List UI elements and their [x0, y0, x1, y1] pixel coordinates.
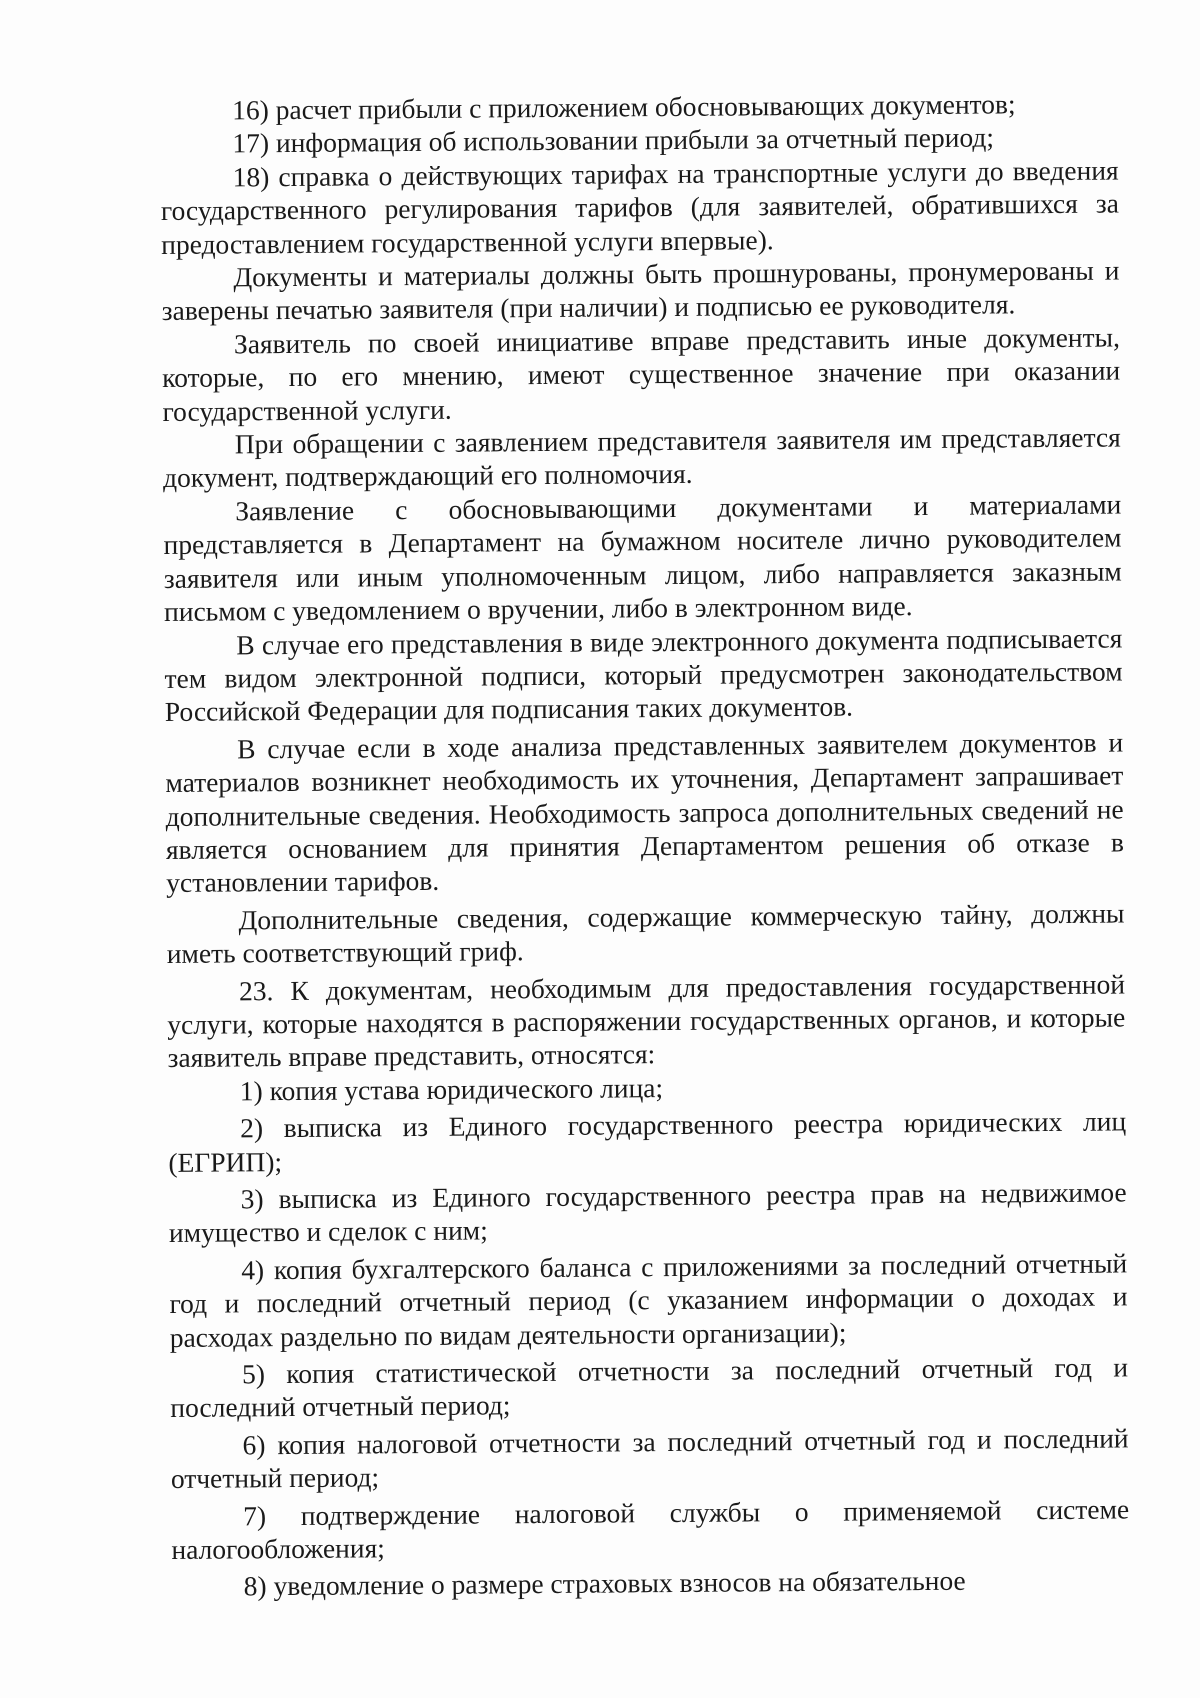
paragraph-submission: Заявление с обосновывающими документами и материалами представляется в Департамент на бумажном носителе лично руководителем заявителя или иным уполномоченным лицом, либо направляется заказным письмом с уведомлением о вручении, либо в электронном виде.: [163, 488, 1122, 628]
document-body: [160, 86, 1130, 1603]
clause-23: 23. К документам, необходимым для предоставления государственной услуги, которые находятся в распоряжении государственных органов, и которые заявитель вправе представить, относятся:: [167, 968, 1126, 1074]
list-item-3: 3) выписка из Единого государственного реестра прав на недвижимое имущество и сделок с ним;: [168, 1176, 1127, 1249]
paragraph-documents-bound: Документы и материалы должны быть прошнурованы, пронумерованы и заверены печатью заявителя (при наличии) и подписью ее руководителя.: [161, 254, 1120, 327]
paragraph-representative: При обращении с заявлением представителя заявителя им представляется документ, подтверждающий его полномочия.: [162, 421, 1121, 494]
paragraph-commercial-secret: Дополнительные сведения, содержащие коммерческую тайну, должны иметь соответствующий гриф.: [166, 897, 1125, 970]
list-item-6: 6) копия налоговой отчетности за последний отчетный год и последний отчетный период;: [170, 1422, 1129, 1495]
list-item-8: 8) уведомление о размере страховых взносов на обязательное: [243, 1565, 966, 1602]
list-item-18: 18) справка о действующих тарифах на транспортные услуги до введения государственного регулирования тарифов (для заявителей, обратившихся за предоставлением государственной услуги впервые).: [160, 154, 1120, 260]
paragraph-electronic-signature: В случае его представления в виде электронного документа подписывается тем видом электронной подписи, который предусмотрен законодательством Российской Федерации для подписания таких документов.: [164, 621, 1123, 728]
list-item-5: 5) копия статистической отчетности за последний отчетный год и последний отчетный период;: [170, 1351, 1129, 1424]
paragraph-additional-request: В случае если в ходе анализа представленных заявителем документов и материалов возникнет необходимость их уточнения, Департамент запрашивает дополнительные сведения. Необходимость запроса дополнительных сведений не является основанием для принятия Департаментом решения об отказе в установлении тарифов.: [165, 726, 1125, 899]
list-item-1: 1) копия устава юридического лица;: [239, 1071, 664, 1107]
list-item-17: 17) информация об использовании прибыли за отчетный период;: [232, 121, 995, 159]
paragraph-other-documents: Заявитель по своей инициативе вправе представить иные документы, которые, по его мнению, имеют существенное значение при оказании государственной услуги.: [162, 321, 1121, 427]
list-item-16: 16) расчет прибыли с приложением обосновывающих документов;: [232, 88, 1016, 126]
list-item-7: 7) подтверждение налоговой службы о применяемой системе налогообложения;: [171, 1493, 1130, 1566]
list-item-4: 4) копия бухгалтерского баланса с приложениями за последний отчетный год и последний отчетный период (с указанием информации о доходах и расходах раздельно по видам деятельности организации);: [169, 1247, 1128, 1353]
list-item-2: 2) выписка из Единого государственного реестра юридических лиц (ЕГРИП);: [168, 1105, 1127, 1178]
